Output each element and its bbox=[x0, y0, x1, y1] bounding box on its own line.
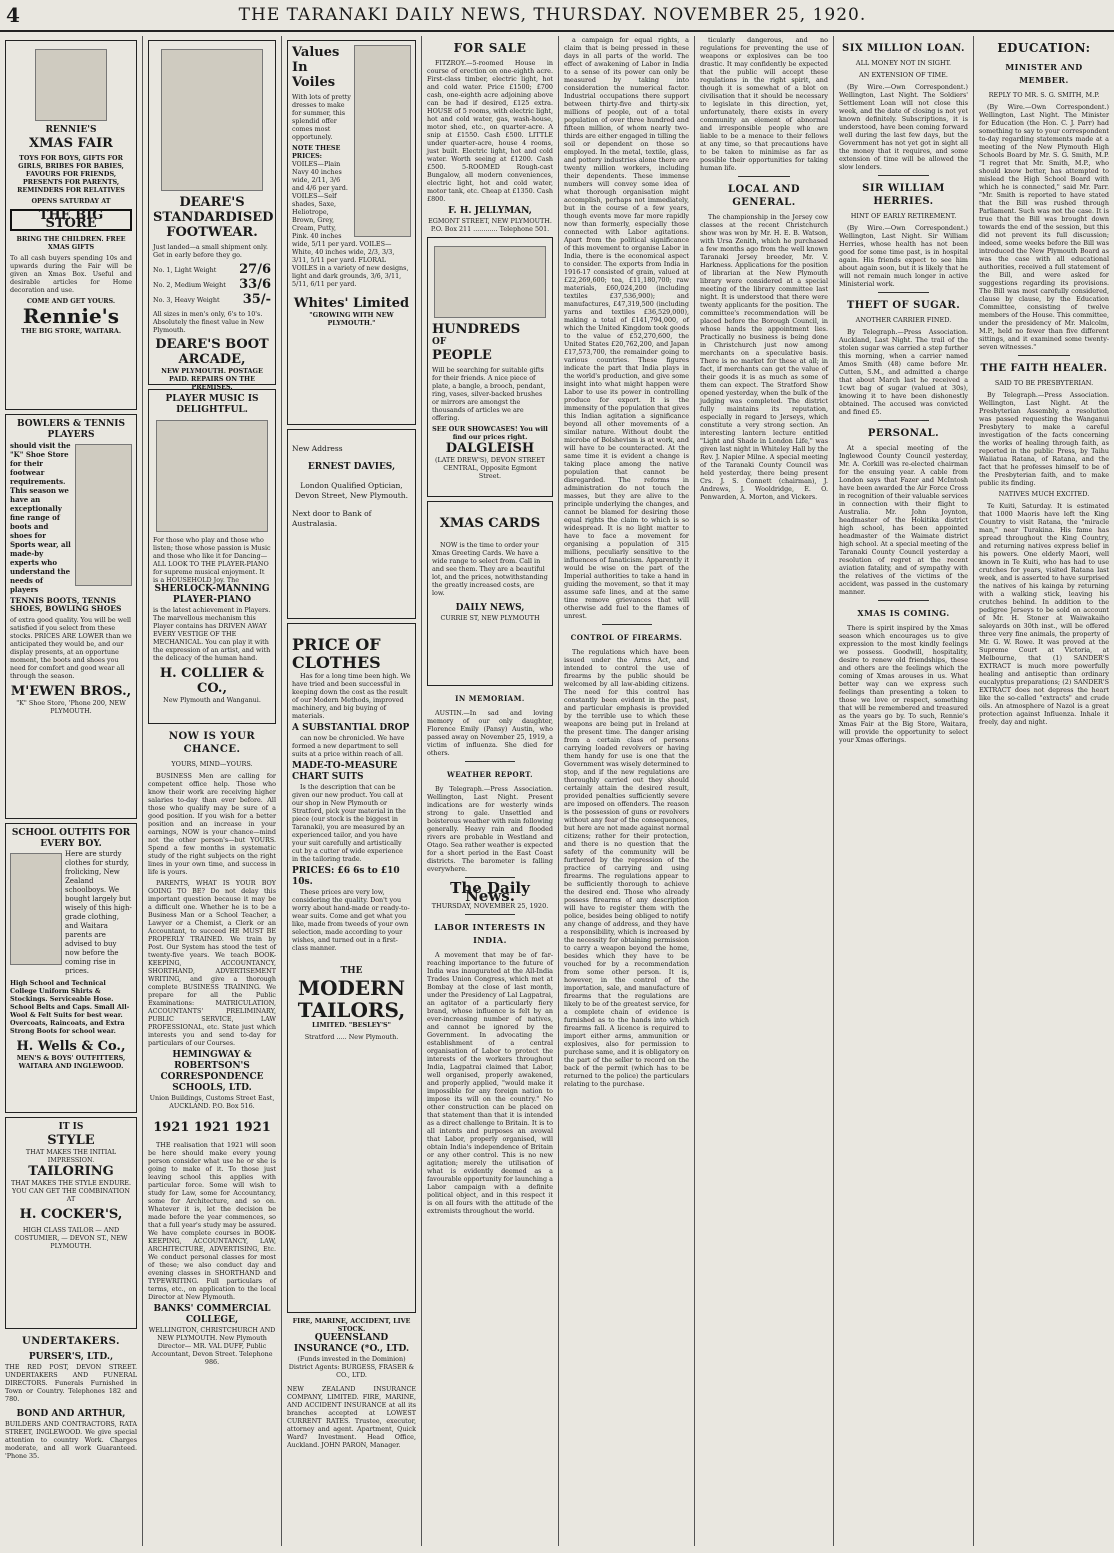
bowlers-more: of extra good quality. You will be well satisfied if you select from these stocks. PRICES ARE LOWER than we anticipated they would be, and our display presents, at an opportune moment, the boots and shoes you need for comfort and good wear all through the season. bbox=[10, 616, 132, 680]
daily-news-name: DAILY NEWS, bbox=[455, 603, 525, 613]
dalgleish-address: (LATE DREW'S), DEVON STREET CENTRAL, Opposite Egmont Street. bbox=[434, 456, 546, 480]
mtm-text: Is the description that can be given our new product. You call at our shop in New Plymouth or Stratford, pick your material in the piece (our stock is the biggest in Taranaki), you are measured by an experienced tailor, and you have your suit carefully and artistically cut by a cutter of wide experience in the tailoring trade. bbox=[292, 783, 406, 863]
chance-parents-text: PARENTS, WHAT IS YOUR BOY GOING TO BE? Do not delay this important question because it may be a difficult one. Whether he is to be a Business Man or a School Teacher, a Lawyer or a Chemist, a Clerk or an Accountant, to succeed HE MUST BE PROPERLY TRAINED. We train by Post. Our System has stood the test of twenty-five years. We teach BOOK-KEEPING, ACCOUNTANCY, SHORTHAND, ADVERTISEMENT WRITING, and give a thorough complete BUSINESS TRAINING. We prepare for all the Public Examinations: MATRICULATION, ACCOUNTANTS' PRELIMINARY, PUBLIC SERVICE, LAW PROFESSIONAL, etc. State just which interests you and send to-day for particulars of our Courses. bbox=[148, 879, 276, 1047]
purser-text: THE RED POST, DEVON STREET. UNDERTAKERS AND FUNERAL DIRECTORS. Funerals Furnished in Town or Country. Telephones 182 and 780. bbox=[5, 1363, 137, 1403]
banks-address: WELLINGTON, CHRISTCHURCH AND NEW PLYMOUTH. New Plymouth Director— MR. VAL DUFF, Public Accountant, Devon Street. Telephone 986. bbox=[148, 1326, 276, 1366]
price-label: No. 1, Light Weight bbox=[153, 265, 217, 274]
chance-text: BUSINESS Men are calling for competent office help. Those who know their work are receiving higher salaries to-day than ever before. All those who qualify may be sure of a good position. If you wish for a better position and an increase in your earnings, NOW is your chance—mind not the other person's—but YOURS. Spend a few months in systematic study of the right subjects on the right lines in your own time, and success in life is yours. bbox=[148, 772, 276, 876]
deare-more: All sizes in men's only, 6's to 10's. Absolutely the finest value in New Plymouth. bbox=[153, 310, 264, 334]
deare-price-row-3 bbox=[153, 292, 271, 307]
drop-heading: A SUBSTANTIAL DROP bbox=[292, 723, 410, 733]
price-label: No. 2, Medium Weight bbox=[153, 280, 226, 289]
queensland-insurance-name: QUEENSLAND INSURANCE (*O., LTD. bbox=[293, 1333, 410, 1354]
santa-illustration bbox=[35, 49, 107, 121]
deare-address: NEW PLYMOUTH. POSTAGE PAID. REPAIRS ON THE PREMISES. bbox=[161, 367, 263, 391]
player-heading: PLAYER MUSIC IS DELIGHTFUL. bbox=[165, 394, 259, 415]
deare-text: Just landed—a small shipment only. Get in early before they go. bbox=[153, 243, 268, 259]
faith-healer-subheading: SAID TO BE PRESBYTERIAN. bbox=[994, 379, 1094, 387]
banks-text: THE realisation that 1921 will soon be here should make every young person consider what use he or she is going to make of it. To those just leaving school this applies with particular force. Some will wish to study for Law, some for Accountancy, some for Architecture, and so on. Whatever it is, let the decision be made before the year commences, so that a full year's study may be assured. We have complete courses in BOOK-KEEPING, ACCOUNTANCY, LAW, ARCHITECTURE, ADVERTISING, Etc. We conduct personal classes for most of these; we also conduct day and evening classes in SHORTHAND and TYPEWRITING. Full particulars of terms, etc., on application to the local Director at New Plymouth. bbox=[148, 1141, 276, 1301]
rennie-address: THE BIG STORE, WAITARA. bbox=[20, 327, 122, 335]
loan-text: (By Wire.—Own Correspondent.) Wellington, Last Night. The Soldiers' Settlement Loan will not close this week, and the date of closing is not yet known definitely. Subscriptions, it is understood, have been coming forward well during the last few days, but the Government has not yet got in sight all the money that it requires, and some extension of time will be allowed the slow lenders. bbox=[839, 83, 968, 171]
fair-items: TOYS FOR BOYS, GIFTS FOR GIRLS, BRIBES FOR BABIES, FAVOURS FOR FRIENDS, PRESENTS FOR PARENTS, REMINDERS FOR RELATIVES bbox=[17, 154, 125, 194]
education-heading: EDUCATION: bbox=[997, 41, 1091, 55]
insurance-subtitle: (Funds invested in the Dominion) District Agents: BURGESS, FRASER & CO., LTD. bbox=[288, 1355, 415, 1379]
hundreds-text: Will be searching for suitable gifts for their friends. A nice piece of plate, a bangle, a brooch, pendant, ring, vases, silver-backed brushes or mirrors are amongst the thousands of articles we are offering. bbox=[432, 366, 546, 422]
free-gifts-text: BRING THE CHILDREN. FREE XMAS GIFTS bbox=[16, 235, 126, 251]
sherlock-manning-name: SHERLOCK-MANNING PLAYER-PIANO bbox=[154, 584, 270, 605]
cocker-it-is: IT IS bbox=[58, 1122, 84, 1132]
price-value: 27/6 bbox=[239, 262, 271, 277]
loan-subheading-2: AN EXTENSION OF TIME. bbox=[859, 71, 948, 79]
chance-subheading: YOURS, MIND—YOURS. bbox=[171, 760, 253, 768]
xmas-cards-text: NOW is the time to order your Xmas Greeting Cards. We have a wide range to select from. Call in and see them. They are a beautiful lot, and the prices, notwithstanding the greatly increased costs, are low. bbox=[432, 541, 548, 597]
column-5 bbox=[559, 36, 695, 1546]
xmas-cards-ad bbox=[427, 501, 553, 686]
for-sale-text: FITZROY.—5-roomed House in course of erection on one-eighth acre. First-class timber, electric light, hot and cold water. Price £1500; £700 cash, one-eighth acre adjoining above can be had if desired, £125 extra. HOUSE of 5 rooms, with electric light, hot and cold water, gas, wash-house, motor shed, etc., on quarter-acre. A snip at £1550. Cash £500. LITTLE under quarter-acre, house 4 rooms, just built. Electric light, hot and cold water. Worth seeing at £1200. Cash £500. 5-ROOMED Rough-cast Bungalow, all modern conveniences, electric light, hot and cold water, motor tank, etc. Cheap at £1350. Cash £800. bbox=[427, 59, 553, 203]
silverware-illustration bbox=[434, 246, 546, 318]
voiles-note: NOTE THESE PRICES: bbox=[292, 144, 341, 160]
showcases-text: SEE OUR SHOWCASES! You will find our prices right. bbox=[432, 425, 548, 441]
collier-player-piano-ad bbox=[148, 389, 276, 724]
wells-school-outfits-ad bbox=[5, 823, 137, 1113]
modern-ltd: LIMITED. "BESLEY'S" bbox=[312, 1021, 391, 1029]
mtm-heading: MADE-TO-MEASURE CHART SUITS bbox=[292, 761, 398, 782]
drop-text: can now be chronicled. We have formed a new department to sell suits at a price within reach of all. bbox=[292, 734, 405, 758]
labor-india-text: A movement that may be of far-reaching importance to the future of India was inaugurated at the All-India Trades Union Congress, which met at Bombay at the close of last month, under the Presidency of Lal Lagpatrai, an agitator of a particularly fiery brand, whose influence is felt by an ever-increasing number of natives, and cannot be ignored by the Government. In advocating the establishment of a central organisation of Labor to protect the interests of the workers throughout India, Lagpatrai claimed that Labor, well organised, properly awakened, and properly applied, "would make it impossible for any foreign nation to impose its will on the country." No other construction can be placed on that statement than that it is intended as a direct challenge to Britain. It is to all intents and purposes an avowal that Labor, properly organised, will obtain India's independence of Britain or any other control. This is no new agitation; merely the utilisation of what is evidently deemed as a favourable opportunity for launching a Labor campaign with a definite political object, and in this respect it is on all fours with the attitude of the extremists throughout the world. bbox=[427, 951, 553, 1215]
tennis-player-illustration bbox=[75, 444, 132, 586]
local-general-heading: LOCAL AND GENERAL. bbox=[727, 184, 801, 208]
piano-illustration bbox=[156, 420, 268, 532]
education-subheading: MINISTER AND MEMBER. bbox=[1005, 62, 1083, 85]
prices-text: These prices are very low, considering the quality. Don't you worry about hand-made or ready-to-wear suits. Come and get what you like, made from tweeds of your own selection, made according to your wishes, and turned out in a first-class manner. bbox=[292, 888, 410, 952]
column-6 bbox=[695, 36, 834, 1546]
school-outfits-heading: SCHOOL OUTFITS FOR EVERY BOY. bbox=[11, 828, 131, 849]
for-sale-heading: FOR SALE bbox=[453, 41, 527, 55]
nz-insurance-text: NEW ZEALAND INSURANCE COMPANY, LIMITED. FIRE, MARINE, AND ACCIDENT INSURANCE at all its branches accepted at LOWEST CURRENT RATES. Trustee, executor, attorney and agent. Apartment, Quick Ward? Investment. Head Office, Auckland. JOHN PARON, Manager. bbox=[287, 1385, 416, 1449]
column-1 bbox=[0, 36, 143, 1546]
price-of-clothes-heading: PRICE OF CLOTHES bbox=[292, 635, 381, 672]
page-number: 4 bbox=[6, 3, 21, 27]
player-text: For those who play and those who listen; those whose passion is Music and those who like it for Dancing—ALL LOOK TO THE PLAYER-PIANO for supreme musical enjoyment. It is a HOUSEHOLD Joy. The bbox=[153, 536, 271, 584]
xmas-coming-text: There is spirit inspired by the Xmas season which encourages us to give expression to the most kindly feelings we possess. Goodwill, hospitality, desire to renew old friendships, these and others are the feelings which the coming of Xmas arouses in us. What better way can we express such feelings than presenting a token to those we love or respect, something that will be remembered and treasured as the years go by. To such, Rennie's Xmas Fair at the Big Store, Waitara, will provide the opportunity to select your Xmas offerings. bbox=[839, 624, 968, 744]
collier-address: New Plymouth and Wanganui. bbox=[163, 696, 261, 704]
deare-heading: DEARE'S STANDARDISED FOOTWEAR. bbox=[153, 195, 274, 240]
column-7 bbox=[834, 36, 974, 1546]
player-more: is the latest achievement in Players. The marvellous mechanism this Player contains has DRIVEN AWAY EVERY VESTIGE OF THE MECHANICAL. You can play it with the expression of an artist, and with the delicacy of the human hand. bbox=[153, 606, 271, 662]
insurance-heading: FIRE, MARINE, ACCIDENT, LIVE STOCK. bbox=[292, 1317, 411, 1333]
firearms-continued: ticularly dangerous, and no regulations for preventing the use of weapons or explosives can be too drastic. It may confidently be expected that the public will accept these regulations in the right spirit, and though it is somewhat of a blot on civilisation that it should be necessary to legislate in this direction, yet, unfortunately, there exists in every community an element of abnormal and irresponsible people who are liable to be a menace to their fellows at any time, so that precautions have to be taken to minimise as far as possible their opportunities for taking human life. bbox=[700, 36, 828, 172]
opens-text: OPENS SATURDAY AT bbox=[31, 197, 111, 205]
cash-buyers-text: To all cash buyers spending 10s and upwards during the Fair will be given an Xmas Box. Useful and desirable articles for Home decoration and use. bbox=[10, 254, 132, 294]
davies-text: London Qualified Optician, Devon Street, New Plymouth. bbox=[295, 481, 408, 500]
weather-heading: WEATHER REPORT. bbox=[446, 770, 534, 779]
mcewen-bros-name: M'EWEN BROS., bbox=[10, 684, 132, 699]
hundreds-line-1: HUNDREDS bbox=[432, 322, 521, 337]
wells-subtitle: MEN'S & BOYS' OUTFITTERS, WAITARA AND INGLEWOOD. bbox=[16, 1054, 126, 1070]
cocker-name: H. COCKER'S, bbox=[19, 1207, 123, 1222]
natives-heading: NATIVES MUCH EXCITED. bbox=[998, 490, 1090, 498]
undertakers-heading: UNDERTAKERS. bbox=[22, 1336, 120, 1347]
bond-arthur-text: BUILDERS AND CONTRACTORS, RATA STREET, INGLEWOOD. We give special attention to country Work. Charges moderate, and all work Guaranteed. 'Phone 35. bbox=[5, 1420, 137, 1460]
loan-subheading: ALL MONEY NOT IN SIGHT. bbox=[855, 59, 952, 67]
column-2 bbox=[143, 36, 282, 1546]
xmas-cards-heading: XMAS CARDS bbox=[439, 516, 541, 531]
bowlers-list: TENNIS BOOTS, TENNIS SHOES, BOWLING SHOES bbox=[10, 596, 122, 613]
year-banner: 1921 1921 1921 bbox=[153, 1120, 271, 1135]
hemingway-name: HEMINGWAY & ROBERTSON'S CORRESPONDENCE SCHOOLS, LTD. bbox=[160, 1050, 264, 1093]
faith-healer-heading: THE FAITH HEALER. bbox=[980, 363, 1108, 374]
wells-name: H. Wells & Co., bbox=[16, 1039, 126, 1054]
jellyman-address: EGMONT STREET, NEW PLYMOUTH. P.O. Box 211 ............ Telephone 501. bbox=[428, 217, 552, 233]
cocker-tailoring: TAILORING bbox=[28, 1164, 114, 1179]
price-value: 35/- bbox=[242, 292, 271, 307]
deare-arcade-name: DEARE'S BOOT ARCADE, bbox=[155, 337, 269, 367]
column-4 bbox=[422, 36, 559, 1546]
rennies-logo: Rennie's bbox=[22, 304, 120, 328]
davies-new-address: New Address bbox=[292, 444, 343, 453]
jellyman-name: F. H. JELLYMAN, bbox=[448, 206, 532, 216]
deare-footwear-ad bbox=[148, 40, 276, 391]
cocker-address: HIGH CLASS TAILOR — AND COSTUMIER, — DEVON ST., NEW PLYMOUTH. bbox=[14, 1226, 128, 1250]
whites-name: Whites' Limited bbox=[293, 296, 410, 311]
faith-healer-text: By Telegraph.—Press Association. Wellington, Last Night. At the Presbyterian Assembly, a resolution was passed requesting the Wanganui Presbytery to make a careful investigation of the facts concerning the works of healing through faith, as reported in the public Press, by Taihu Waiiatua Ratana, of Ratana, and the fact that he professes himself to be of the Presbyterian faith, and to make public its finding. bbox=[979, 391, 1109, 487]
masthead bbox=[0, 0, 1114, 32]
price-label: No. 3, Heavy Weight bbox=[153, 295, 220, 304]
herries-heading: SIR WILLIAM HERRIES. bbox=[862, 183, 945, 207]
mcewen-address: "K" Shoe Store, 'Phone 200, NEW PLYMOUTH. bbox=[16, 699, 126, 715]
local-general-text: The championship in the Jersey cow classes at the recent Christchurch show was won by Mr. H. E. B. Watson, with Ursa Zenith, which he purchased a few months ago from the well known Taranaki Jersey breeder, Mr. V. Harkness. Applications for the position of librarian at the New Plymouth library were considered at a special meeting of the library committee last night. It is understood that there were twenty applicants for the position. The committee's recommendation will be placed before the Borough Council, in whose hands the appointment lies. Practically no business is being done in Christchurch just now among merchants on a speculative basis. There is no market for these at all; in fact, if merchants can get the value of their goods it is as much as some of them can expect. The Stratford Show opened yesterday, when the bulk of the judging was completed. The district fully maintains its reputation, especially in regard to Jerseys, which constitute a very strong section. An interesting lantern lecture entitled "Light and Shade in London Life," was given last night in Whiteley Hall by the Rev. J. Napier Milne. A special meeting of the Taranaki County Council was held yesterday, there being present Crs. J. S. Connett (chairman), J. Andrews, J. Wooldridge, E. O. Penwarden, A. Morton, and Vickers. bbox=[700, 213, 828, 501]
cocker-combination: THAT MAKES THE STYLE ENDURE. YOU CAN GET THE COMBINATION AT bbox=[10, 1179, 131, 1203]
davies-name: ERNEST DAVIES, bbox=[307, 462, 396, 472]
school-text: Here are sturdy clothes for sturdy, frolicking, New Zealand schoolboys. We bought largely but wisely of this high-grade clothing, and Waitara parents are advised to buy now before the coming rise in prices. bbox=[65, 850, 132, 975]
lady-in-dress-illustration bbox=[354, 45, 411, 237]
education-subheading-2: REPLY TO MR. S. G. SMITH, M.P. bbox=[988, 91, 1100, 99]
education-text: (By Wire.—Own Correspondent.) Wellington, Last Night. The Minister for Education (the Hon. C. J. Parr) had something to say to your correspondent to-day regarding statements made at a meeting of the New Plymouth High Schools Board by Mr. S. G. Smith, M.P. "I regret that Mr. Smith, M.P., who should know better, has attempted to mislead the High School Board with which he is connected," said Mr. Parr. "Mr. Smith is reported to have stated that the Bill was rushed through Parliament. Such was not the case. It is true that the Bill was brought down towards the end of the session, but this did not prevent its full discussion; indeed, some weeks before the Bill was introduced the New Plymouth Board as was the case with all educational authorities, received a full statement of the Bill, and were asked for suggestions regarding its provisions. The Bill was most carefully considered, clause by clause, by the Education Committee, consisting of twelve members of the House. This committee, under the presidency of Mr. Malcolm, M.P., held no fewer than five different sittings, and it examined some twenty-seven witnesses." bbox=[979, 103, 1109, 351]
deare-price-row-2 bbox=[153, 277, 271, 292]
paper-nameplate: The Daily News. bbox=[450, 879, 530, 905]
hundreds-line-3: PEOPLE bbox=[432, 348, 492, 363]
modern-tailors-ad bbox=[287, 623, 416, 1313]
herries-text: (By Wire.—Own Correspondent.) Wellington, Last Night. Sir William Herries, whose health has not been good for some time past, is in hospital again. His friends expect to see him about again soon, but it is likely that he will not remain much longer in active Ministerial work. bbox=[839, 224, 968, 288]
deare-price-row-1 bbox=[153, 262, 271, 277]
modern-the: THE bbox=[340, 966, 363, 976]
dalgleish-ad bbox=[427, 237, 553, 497]
cocker-tailoring-ad bbox=[5, 1117, 137, 1329]
boot-with-face-illustration bbox=[161, 49, 263, 191]
personal-heading: PERSONAL. bbox=[867, 428, 940, 439]
paper-date: THURSDAY, NOVEMBER 25, 1920. bbox=[431, 902, 549, 910]
davies-next-door: Next door to Bank of Australasia. bbox=[292, 509, 372, 528]
sugar-subheading: ANOTHER CARRIER FINED. bbox=[855, 316, 952, 324]
rennie-header: RENNIE'S bbox=[45, 125, 97, 135]
daily-news-address: CURRIE ST, NEW PLYMOUTH bbox=[440, 614, 540, 622]
sugar-text: By Telegraph.—Press Association. Auckland, Last Night. The trail of the stolen sugar was carried a step further this morning, when a carrier named Amos Smith (48) came before Mr. Cutten, S.M., and admitted a charge that about March last he received a 1cwt bag of sugar (valued at 30s), knowing it to have been dishonestly obtained. The accused was convicted and fined £5. bbox=[839, 328, 968, 416]
sugar-heading: THEFT OF SUGAR. bbox=[846, 300, 961, 311]
hundreds-line-2: OF bbox=[432, 337, 447, 347]
bowlers-text: should visit the "K" Shoe Store for their footwear requirements. This season we have an exceptionally fine range of boots and shoes for Sports wear, all made-by experts who understand the needs of players bbox=[10, 441, 71, 594]
banks-college-name: BANKS' COMMERCIAL COLLEGE, bbox=[153, 1304, 271, 1325]
weather-text: By Telegraph.—Press Association. Wellington, Last Night. Present indications are for westerly winds strong to gale. Unsettled and boisterous weather with rain following generally. Heavy rain and flooded rivers are probable in Westland and Otago. Sea rather weather is expected for a short period in the East Coast districts. The barometer is falling everywhere. bbox=[427, 785, 553, 873]
xmas-fair-heading: XMAS FAIR bbox=[29, 136, 113, 151]
whites-voiles-ad bbox=[287, 40, 416, 425]
rennie-xmas-fair-ad bbox=[5, 40, 137, 410]
price-text: Has for a long time been high. We have tried and been successful in keeping down the cost as the result of our Modern Methods, improved machinery, and big buying of materials. bbox=[292, 672, 411, 720]
hemingway-address: Union Buildings, Customs Street East, AUCKLAND. P.O. Box 516. bbox=[149, 1094, 275, 1110]
cocker-style: STYLE bbox=[47, 1133, 95, 1148]
price-value: 33/6 bbox=[239, 277, 271, 292]
personal-text: At a special meeting of the Inglewood County Council yesterday, Mr. A. Corkill was re-elected chairman for the ensuing year. A cable from London says that Fazer and McIntosh have been awarded the Air Force Cross in recognition of their valuable services in connection with their flight to Australia. Mr. John Joynton, headmaster of the Hokitika district high school, has been appointed headmaster of the Waimate district high school. At a special meeting of the Taranaki County Council yesterday a resolution of regret at the recent aviation fatality, and of sympathy with the relatives of the victims of the accident, was passed in the customary manner. bbox=[839, 444, 968, 596]
memoriam-text: AUSTIN.—In sad and loving memory of our only daughter, Florence Emily (Pansy) Austin, who passed away on November 25, 1919, a victim of influenza. She died for others. bbox=[427, 709, 553, 757]
modern-address: Stratford ..... New Plymouth. bbox=[304, 1033, 399, 1041]
column-3 bbox=[282, 36, 422, 1546]
collier-name: H. COLLIER & CO., bbox=[159, 666, 265, 696]
cocker-impression: THAT MAKES THE INITIAL IMPRESSION. bbox=[25, 1148, 117, 1164]
natives-text: Te Kuiti, Saturday. It is estimated that 1000 Maoris have left the King Country to visit Ratana, the "miracle man," near Turakina. His fame has spread throughout the King Country, and returning natives express belief in his powers. One elderly Maori, well known in Te Kuiti, who has had to use crutches for years, visited Ratana last week, and is asserted to have surprised the natives of his kainga by returning with a walking stick, leaving his crutches behind. In addition to the pedigree Jerseys to be sold on account of Mr. H. Stoner at Waiwakaiho saleyards on 30th inst., will be offered three very fine animals, the property of Mr. G. W. Rowe. It was proved at the Supreme Court at Victoria, at Melbourne, that (1) SANDER'S EXTRACT is much more powerfully healing and antiseptic than ordinary eucalyptus preparations; (2) SANDER'S EXTRACT does not depress the heart like the so-called "extracts" and crude oils. An atmosphere of Nazol is a great protection against Influenza. Inhale it freely, day and night. bbox=[979, 502, 1109, 726]
purser-name: PURSER'S, LTD., bbox=[28, 1352, 114, 1362]
dalgleish-name: DALGLEISH bbox=[445, 441, 535, 456]
big-store-logo: THE BIG STORE bbox=[10, 209, 132, 231]
modern-tailors-name: MODERN TAILORS, bbox=[297, 976, 406, 1022]
schoolboy-illustration bbox=[10, 853, 62, 965]
bond-arthur-name: BOND AND ARTHUR, bbox=[16, 1409, 126, 1419]
school-list: High School and Technical College Uniform Shirts & Stockings. Serviceable Hose. School Belts and Caps. Small All-Wool & Felt Suits for best wear. Overcoats, Raincoats, and Extra Strong Boots for school wear. bbox=[10, 979, 130, 1035]
mcewen-bros-ad bbox=[5, 414, 137, 819]
loan-heading: SIX MILLION LOAN. bbox=[842, 43, 965, 54]
voiles-text: With lots of pretty dresses to make for summer, this splendid offer comes most opportunely. bbox=[292, 93, 351, 141]
prices-heading: PRICES: £6 6s to £10 10s. bbox=[292, 866, 400, 887]
chance-heading: NOW IS YOUR CHANCE. bbox=[168, 731, 256, 755]
bowlers-heading: BOWLERS & TENNIS PLAYERS bbox=[17, 419, 125, 440]
firearms-heading: CONTROL OF FIREARMS. bbox=[570, 633, 683, 642]
whites-subtitle: "GROWING WITH NEW PLYMOUTH." bbox=[309, 311, 394, 327]
newspaper-title: THE TARANAKI DAILY NEWS, THURSDAY. NOVEMBER 25, 1920. bbox=[238, 5, 867, 25]
ernest-davies-ad bbox=[287, 429, 416, 619]
labor-india-continued: a campaign for equal rights, a claim that is being pressed in these days in all parts of the world. The effect of awakening of Labor in India to a sense of its power can only be measured by taking into consideration the numerical factor. Industrial occupations there support between thirty-five and thirty-six millions of people, out of a total population of over three hundred and fifteen million, of whom nearly two-thirds are either engaged in tilling the soil or dependent on those so employed. In the metal, textile, glass, and pottery industries alone there are twenty million workers, including their dependents. These immense numbers will convey some idea of what thorough organisation might accomplish, perhaps not immediately, but in the course of a few years, though events move far more rapidly now than formerly, especially those connected with Labor agitations. Apart from the political significance of this movement to organise Labor in India, there is the economical aspect to consider. The exports from India in 1916-17 consisted of grain, valued at £22,269,600; tea, £11,180,700; raw materials, £60,024,200 (including textiles £37,536,900); and manufactures, £47,319,500 (including yarns and textiles £36,529,000), making a total of £141,794,000, of which the United Kingdom took goods to the value of £52,270,600, the United States £20,762,200, and Japan £17,573,700, the remainder going to various countries. These figures indicate the part that India plays in the world's production, and give some insight into what might happen were Labor to use its power in controlling produce for export. It is the immensity of the population that gives this Indian agitation a significance beyond all other movements of a similar nature. Without doubt the microbe of Bolshevism is at work, and will have to be counteracted. At the same time it is evident a change is taking place among the native population that cannot be disregarded. The reforms in administration do not touch the masses, but they are alive to the principle underlying the changes, and cannot be blamed for desiring those equal rights the claim to which is so widespread. It is no light matter to have to face a movement for organising a population of 315 millions, peculiarly sensitive to the influences of fanaticism. Apparently it would be wise on the part of the Imperial authorities to take a hand in guiding the movement, so that it may assume safe lines, and at the same time remove grievances that will otherwise add fuel to the flames of unrest. bbox=[564, 36, 689, 620]
voiles-heading: Values In Voiles bbox=[292, 45, 340, 90]
come-get-yours: COME AND GET YOURS. bbox=[26, 297, 116, 305]
column-8 bbox=[974, 36, 1114, 1546]
memoriam-heading: IN MEMORIAM. bbox=[455, 694, 525, 703]
herries-subheading: HINT OF EARLY RETIREMENT. bbox=[850, 212, 957, 220]
firearms-text: The regulations which have been issued under the Arms Act, and intended to control the use of firearms by the public should be welcomed by all law-abiding citizens. The need for this control has constantly been evident in the past, and particular emphasis is provided by the terrible use to which these weapons are being put in Ireland at the present time. The danger arising from a certain class of persons carrying loaded revolvers or having them handy for use is one that the Government was wisely determined to stop, and if the new regulations are thoroughly carried out they should certainly attain the desired result, provided penalties sufficiently severe are imposed on offenders. The reason is the possession of guns or revolvers without any fear of the consequences, but here are not made against normal citizens; rather for their protection, and there is no question that the safety of the community will be furthered by the repression of the practice of carrying and using firearms. The regulations appear to be sufficiently thorough to achieve the desired end. Those who already possess firearms of any description will have to register them with the police, besides being obliged to notify any change of address, and they have a responsibility, which is increased by the necessity for obtaining permission to carry a weapon beyond the home, besides which they have to be vouched for by a recommendation from some other person. It is, however, in the control of the importation, sale, and manufacture of firearms that the regulations are likely to be of the greatest service, for a complete chain of evidence is furnished as to the hands into which firearms fall. A licence is required to import either arms, ammunition or explosives, also for permission to purchase same, and it is obligatory on the part of the seller to record on the back of the permit (which has to be returned to the police) the particulars relating to the purchase. bbox=[564, 648, 689, 1088]
labor-india-heading: LABOR INTERESTS IN INDIA. bbox=[434, 922, 546, 945]
voiles-items: VOILES—Plain Navy 40 inches wide, 2/11, 3/6 and 4/6 per yard. VOILES—Self shades, Saxe, Heliotrope, Brown, Grey, Cream, Putty, Pink. 40 inches wide, 5/11 per yard. VOILES—White, 40 inches wide, 2/3, 3/3, 3/11, 5/11 per yard. FLORAL VOILES in a variety of new designs, light and dark grounds, 3/6, 3/11, 5/11, 6/11 per yard. bbox=[292, 160, 409, 288]
xmas-coming-heading: XMAS IS COMING. bbox=[857, 608, 950, 618]
